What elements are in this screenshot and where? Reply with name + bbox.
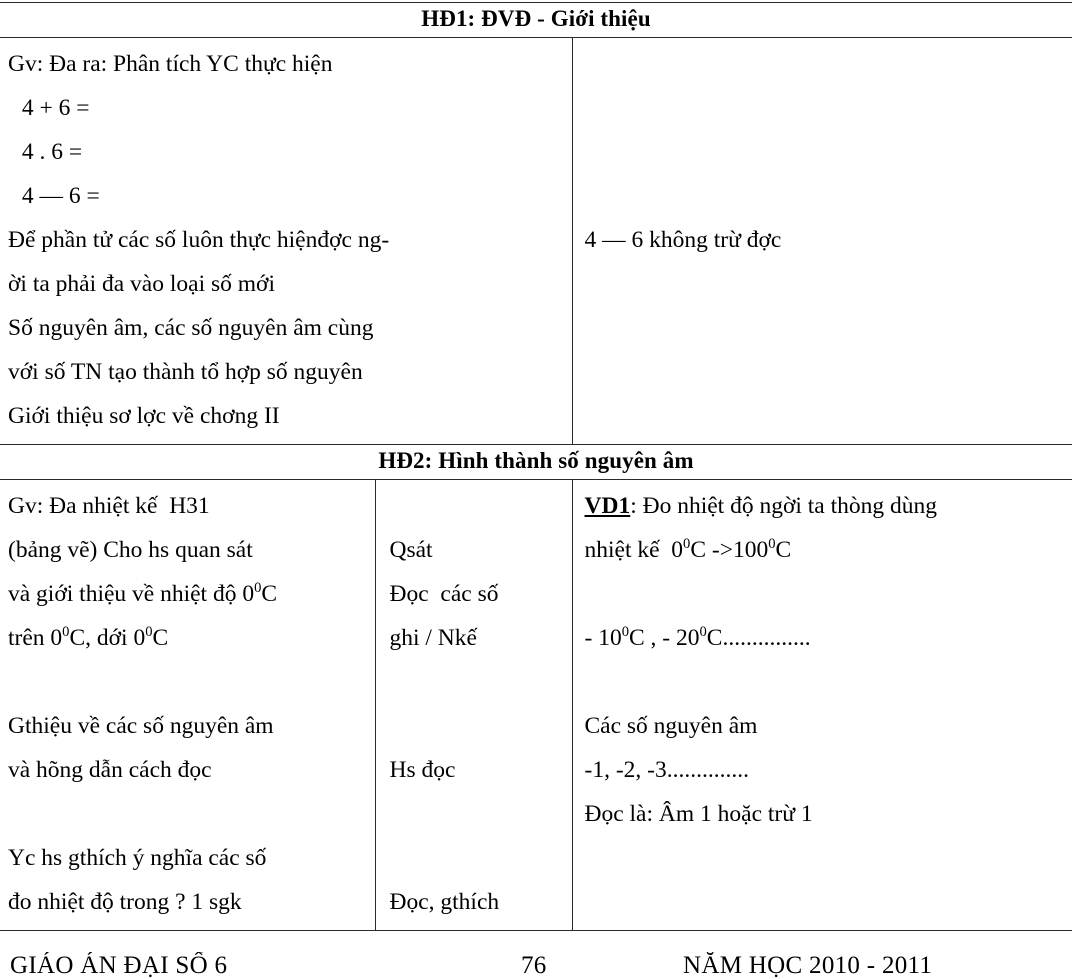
hd2-left-line-7: và hõng dẫn cách đọc [8, 757, 212, 783]
section-body-row-hd2 [0, 480, 1072, 931]
section-heading-hd1: HĐ1: ĐVĐ - Giới thiệu [0, 3, 1072, 38]
hd1-left-line-2: 4 + 6 = [16, 95, 90, 121]
hd2-left-spacer-1 [8, 660, 369, 704]
hd2-right-spacer-1 [585, 572, 1067, 616]
hd2-middle-line-4: ghi / Nkế [389, 625, 477, 651]
hd2-right-spacer-2 [585, 660, 1067, 704]
hd2-middle-line-7: Hs đọc [389, 757, 456, 783]
section-heading-row-hd2 [0, 445, 1072, 480]
hd2-right-line-8: Đọc là: Âm 1 hoặc trừ 1 [584, 801, 813, 827]
vd1-label: VD1 [584, 493, 631, 519]
degree-superscript: 0 [254, 580, 262, 597]
hd2-middle-line-3: Đọc các số [389, 581, 499, 607]
hd2-right-line-4: - $10^0C$ , - $20^0C$............... [584, 624, 811, 651]
hd2-middle-spacer-3 [390, 704, 566, 748]
hd2-middle-spacer-1 [390, 484, 566, 528]
hd1-left-line-7: Số nguyên âm, các số nguyên âm cùng [8, 315, 374, 341]
hd2-left-line-1: Gv: Đa nhiệt kế H31 [8, 493, 210, 519]
section-heading-row-hd1 [0, 3, 1072, 38]
hd2-right-line-7: -1, -2, -3.............. [584, 757, 749, 783]
hd2-right-cell [572, 480, 1072, 931]
footer-page-number: 76 [521, 952, 547, 979]
hd1-left-line-6: ời ta phải đa vào loại số mới [8, 271, 275, 297]
hd1-right-line-1: 4 — 6 không trừ đợc [584, 227, 782, 253]
degree-superscript: 0 [768, 536, 776, 553]
hd2-right-line-6: Các số nguyên âm [584, 713, 758, 739]
degree-superscript: 0 [699, 624, 707, 641]
hd1-right-cell [572, 38, 1072, 445]
hd2-left-line-10: đo nhiệt độ trong ? 1 sgk [8, 889, 242, 915]
page-footer [0, 952, 1080, 979]
hd2-middle-spacer-2 [390, 660, 566, 704]
hd2-middle-line-2: Qsát [389, 537, 433, 563]
footer-document-title: GIÁO ÁN ĐẠI SỐ 6 [10, 952, 228, 979]
hd1-left-line-3: 4 . 6 = [16, 139, 83, 165]
hd1-left-line-8: với số TN tạo thành tổ hợp số nguyên [8, 359, 363, 385]
hd2-left-line-3: và giới thiệu về nhiệt độ $0^0C$ [8, 580, 278, 607]
hd2-left-line-6: Gthiệu về các số nguyên âm [8, 713, 274, 739]
hd2-left-line-9: Yc hs gthích ý nghĩa các số [8, 845, 267, 871]
section-body-row-hd1 [0, 38, 1072, 445]
hd1-left-cell [0, 38, 572, 445]
hd2-middle-line-10: Đọc, gthích [389, 889, 500, 915]
hd1-left-line-4: 4 — 6 = [16, 183, 100, 209]
footer-school-year: NĂM HỌC 2010 - 2011 [683, 952, 933, 979]
lesson-plan-table [0, 2, 1072, 931]
hd1-left-line-9: Giới thiệu sơ lợc về chơng II [8, 403, 280, 429]
vd1-label-suffix: : Đo nhiệt độ ngời ta thòng dùng [630, 493, 938, 519]
hd2-middle-spacer-4 [390, 792, 566, 836]
section-heading-hd2: HĐ2: Hình thành số nguyên âm [0, 445, 1072, 480]
hd2-right-line-1 [585, 484, 1067, 528]
degree-superscript: 0 [145, 624, 153, 641]
degree-superscript: 0 [621, 624, 629, 641]
hd2-middle-spacer-5 [390, 836, 566, 880]
hd2-middle-cell [375, 480, 572, 931]
degree-superscript: 0 [683, 536, 691, 553]
hd2-left-line-4: trên $0^0C$, dới $0^0C$ [8, 624, 169, 651]
hd2-left-spacer-2 [8, 792, 369, 836]
hd2-right-line-2: nhiệt kế $0^0C$ $->100^0C$ [584, 536, 792, 563]
hd1-left-line-5: Để phần tử các số luôn thực hiệnđợc ng- [8, 227, 390, 253]
hd2-left-line-2: (bảng vẽ) Cho hs quan sát [8, 537, 253, 563]
degree-superscript: 0 [62, 624, 70, 641]
hd1-left-line-1: Gv: Đa ra: Phân tích YC thực hiện [8, 51, 333, 77]
hd2-left-cell [0, 480, 375, 931]
